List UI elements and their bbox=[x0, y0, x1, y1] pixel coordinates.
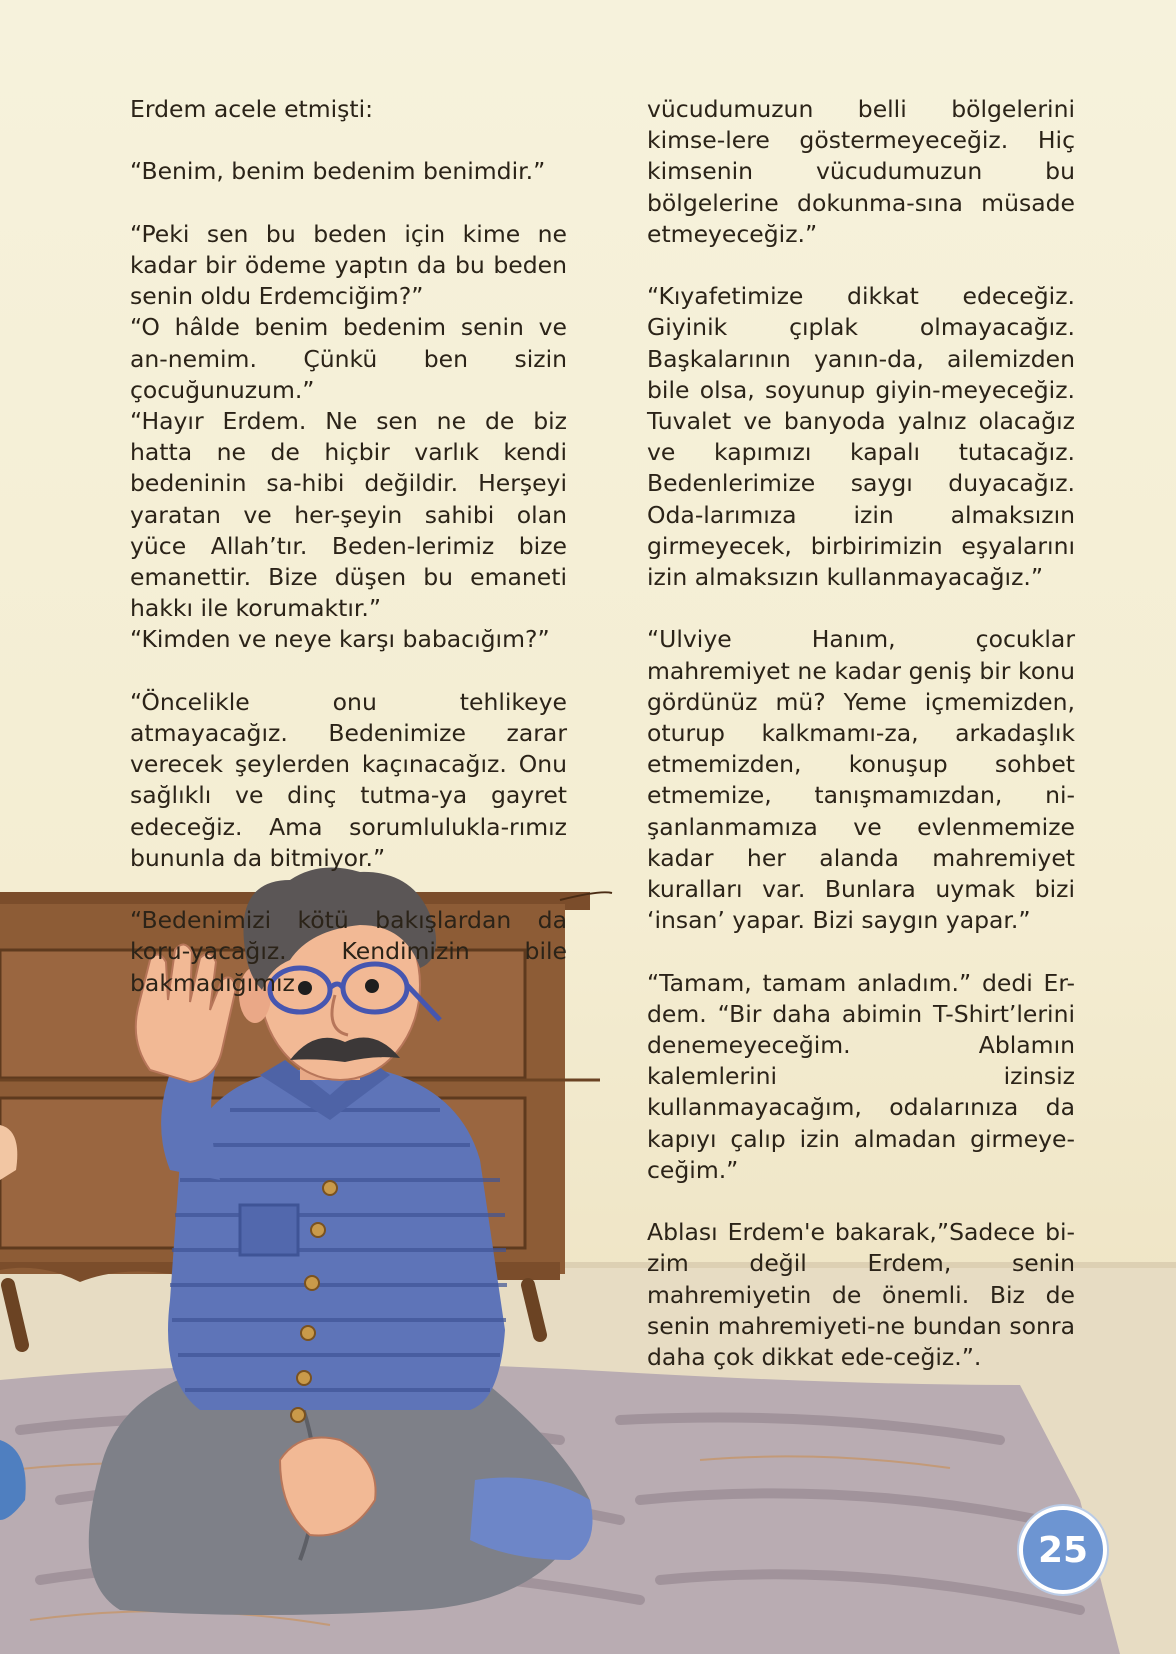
paragraph: “Benim, benim bedenim benimdir.” bbox=[130, 157, 546, 186]
left-text-column bbox=[130, 94, 567, 1030]
paragraph: “Peki sen bu beden için kime ne kadar bir ödeme yaptın da bu beden senin oldu Erdemciğim?” bbox=[130, 219, 567, 311]
right-text-column bbox=[647, 94, 1075, 1404]
paragraph: “Tamam, tamam anladım.” dedi Er-dem. “Bir daha abimin T-Shirt’lerini denemeyeceğim. Ablamın kalemlerini izinsiz kullanmayacağım, odalarınıza da kapıyı çalıp izin almadan girmeye-ceğim.” bbox=[647, 968, 1075, 1184]
paragraph: “Öncelikle onu tehlikeye atmayacağız. Bedenimize zarar verecek şeylerden kaçınacağız. Onu sağlıklı ve dinç tutma-ya gayret edeceğiz. Ama sorumlulukla-rımız bununla da bitmiyor.” bbox=[130, 687, 567, 872]
paragraph: “Kimden ve neye karşı babacığım?” bbox=[130, 625, 550, 654]
paragraph: “Hayır Erdem. Ne sen ne de biz hatta ne de hiçbir varlık kendi bedeninin sa-hibi değildir. Herşeyi yaratan ve her-şeyin sahibi olan yüce Allah’tır. Beden-lerimiz bize emanettir. Bize düşen bu emaneti hakkı ile korumaktır.” bbox=[130, 407, 567, 623]
paragraph: “Kıyafetimize dikkat edeceğiz. Giyinik çıplak olmayacağız. Başkalarının yanın-da, ailemizden bile olsa, soyunup giyin-meyeceğiz. Tuvalet ve banyoda yalnız olacağız ve kapımızı kapalı tutacağız. Bedenlerimize saygı duyacağız. Oda-larımıza izin almaksızın girmeyecek, birbirimizin eşyalarını izin almaksızın kullanmayacağız.” bbox=[647, 282, 1075, 592]
paragraph: “Ulviye Hanım, çocuklar mahremiyet ne kadar geniş bir konu gördünüz mü? Yeme içmemizden, oturup kalkmamı-za, arkadaşlık etmemizden, konuşup sohbet etmemize, tanışmamızdan, ni-şanlanmamıza ve evlenmemize kadar her alanda mahremiyet kuralları var. Bunlara uymak bizi ‘insan’ yapar. Bizi saygın yapar.” bbox=[647, 625, 1075, 935]
paragraph: “Bedenimizi kötü bakışlardan da koru-yacağız. Kendimizin bile bakmadığımız bbox=[130, 906, 567, 997]
paragraph: vücudumuzun belli bölgelerini kimse-lere göstermeyeceğiz. Hiç kimsenin vücudumuzun bu bölgelerine dokunma-sına müsade etmeyeceğiz.” bbox=[647, 95, 1075, 248]
page-number-badge: 25 bbox=[1019, 1506, 1107, 1594]
paragraph: “O hâlde benim bedenim senin ve an-nemim. Çünkü ben sizin çocuğunuzum.” bbox=[130, 313, 567, 404]
paragraph: Ablası Erdem'e bakarak,”Sadece bi-zim değil Erdem, senin mahremiyetin de önemli. Biz de senin mahremiyeti-ne bundan sonra daha çok dikkat ede-ceğiz.”. bbox=[647, 1218, 1075, 1372]
paragraph: Erdem acele etmişti: bbox=[130, 95, 374, 123]
